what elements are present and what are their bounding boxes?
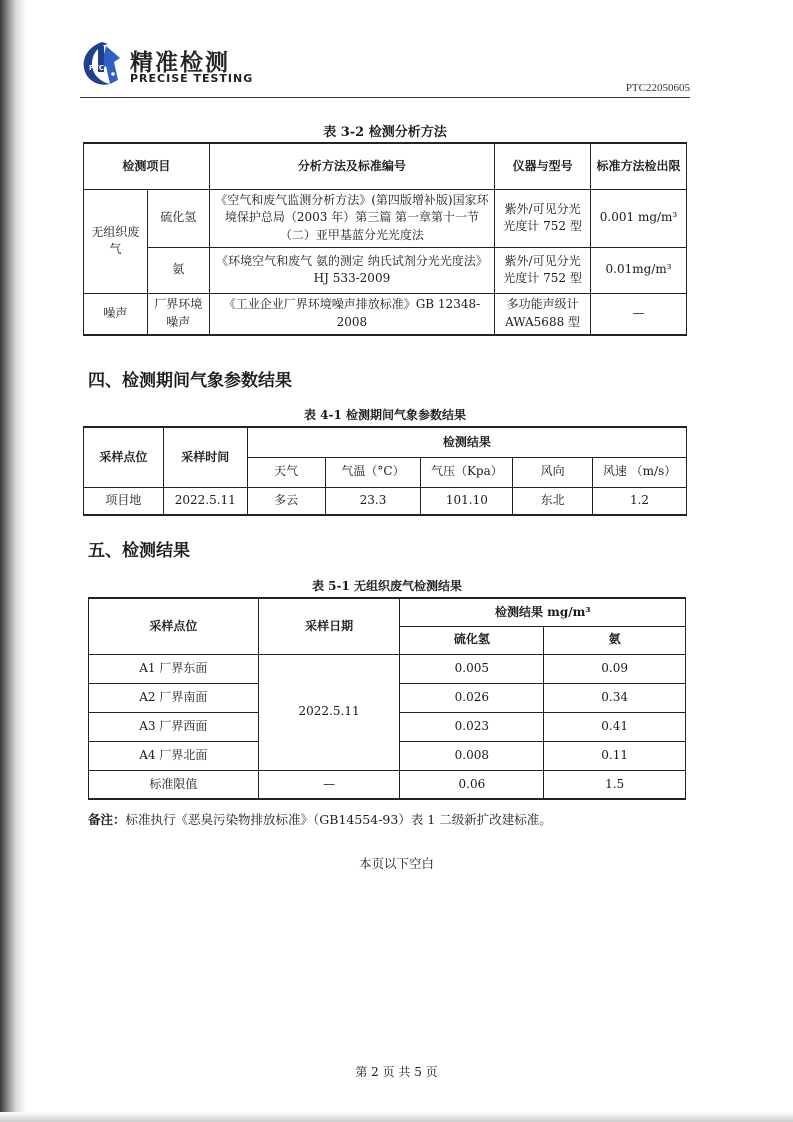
table-row: [84, 247, 687, 293]
nh3-cell: 0.11: [544, 741, 686, 770]
header-results: 检测结果 mg/m³: [400, 598, 686, 626]
header-wind-dir: 风向: [513, 457, 593, 487]
company-name-en: PRECISE TESTING: [130, 72, 254, 85]
weather-parameters-table: [83, 426, 687, 516]
time-cell: 2022.5.11: [163, 487, 247, 515]
results-table: [88, 597, 686, 800]
table-5-1-caption: 表 5-1 无组织废气检测结果: [311, 579, 463, 593]
nh3-cell: 0.09: [544, 654, 686, 683]
instrument-cell: 紫外/可见分光光度计 752 型: [495, 247, 591, 293]
method-cell: 《空气和废气监测分析方法》(第四版增补版)国家环境保护总局（2003 年）第三篇 第一章第十一节 （二）亚甲基蓝分光光度法: [209, 189, 494, 247]
table-header-row: [84, 143, 687, 189]
header-method: 分析方法及标准编号: [209, 143, 494, 189]
note-label: 备注：: [88, 812, 126, 827]
header-point: 采样点位: [84, 427, 164, 487]
table-header-row: [84, 427, 687, 457]
header-h2s: 硫化氢: [400, 626, 544, 654]
method-cell: 《工业企业厂界环境噪声排放标准》GB 12348-2008: [209, 293, 494, 335]
point-cell: A3 厂界西面: [89, 712, 259, 741]
h2s-limit-cell: 0.06: [400, 770, 544, 799]
company-name-cn: 精准检测: [130, 50, 230, 76]
instrument-cell: 多功能声级计 AWA5688 型: [495, 293, 591, 335]
header-point: 采样点位: [89, 598, 259, 654]
point-cell: A1 厂界东面: [89, 654, 259, 683]
header-instrument: 仪器与型号: [495, 143, 591, 189]
nh3-cell: 0.41: [544, 712, 686, 741]
point-cell: 项目地: [84, 487, 164, 515]
point-cell: 标准限值: [89, 770, 259, 799]
weather-cell: 多云: [247, 487, 325, 515]
h2s-cell: 0.005: [400, 654, 544, 683]
wind-speed-cell: 1.2: [593, 487, 687, 515]
note-text: 标准执行《恶臭污染物排放标准》（GB14554-93）表 1 二级新扩改建标准。: [125, 812, 552, 827]
table-row-limit: [89, 770, 686, 799]
table-3-2-caption: 表 3-2 检测分析方法: [323, 125, 447, 140]
blank-page-note: 本页以下空白: [358, 856, 434, 871]
nh3-limit-cell: 1.5: [544, 770, 686, 799]
scan-page-bottom-edge: [0, 1112, 793, 1122]
header-results: 检测结果: [247, 427, 686, 457]
item-cell: 厂界环境噪声: [147, 293, 209, 335]
limit-cell: —: [591, 293, 687, 335]
table-row: [89, 654, 686, 683]
temp-cell: 23.3: [325, 487, 421, 515]
header-pressure: 气压（Kpa）: [421, 457, 513, 487]
h2s-cell: 0.023: [400, 712, 544, 741]
date-cell: —: [258, 770, 400, 799]
limit-cell: 0.01mg/m³: [591, 247, 687, 293]
page-footer: 第 2 页 共 5 页: [355, 1065, 438, 1079]
analysis-methods-table: [83, 142, 687, 336]
instrument-cell: 紫外/可见分光光度计 752 型: [495, 189, 591, 247]
table-row: [84, 189, 687, 247]
header-temp: 气温（°C）: [325, 457, 421, 487]
header-date: 采样日期: [258, 598, 400, 654]
wind-dir-cell: 东北: [513, 487, 593, 515]
svg-text:PTC: PTC: [89, 64, 105, 72]
header-limit: 标准方法检出限: [591, 143, 687, 189]
company-logo-icon: [80, 40, 124, 88]
header-divider: [80, 97, 690, 98]
page-header: [80, 40, 690, 100]
scan-page-edge: [0, 0, 26, 1122]
header-item: 检测项目: [84, 143, 210, 189]
h2s-cell: 0.026: [400, 683, 544, 712]
table-header-row: [89, 598, 686, 626]
section-4-title: 四、检测期间气象参数结果: [88, 371, 292, 391]
group-label: 无组织废气: [84, 189, 148, 293]
pressure-cell: 101.10: [421, 487, 513, 515]
header-time: 采样时间: [163, 427, 247, 487]
limit-cell: 0.001 mg/m³: [591, 189, 687, 247]
point-cell: A4 厂界北面: [89, 741, 259, 770]
group-label: 噪声: [84, 293, 148, 335]
item-cell: 硫化氢: [147, 189, 209, 247]
section-5-title: 五、检测结果: [88, 541, 190, 561]
table-4-1-caption: 表 4-1 检测期间气象参数结果: [303, 408, 467, 422]
method-cell: 《环境空气和废气 氨的测定 纳氏试剂分光光度法》HJ 533-2009: [209, 247, 494, 293]
h2s-cell: 0.008: [400, 741, 544, 770]
header-wind-speed: 风速 （m/s）: [593, 457, 687, 487]
nh3-cell: 0.34: [544, 683, 686, 712]
date-cell: 2022.5.11: [258, 654, 400, 770]
header-weather: 天气: [247, 457, 325, 487]
table-note: [88, 810, 552, 828]
header-nh3: 氨: [544, 626, 686, 654]
report-number: PTC22050605: [625, 82, 690, 94]
table-row: [84, 487, 687, 515]
item-cell: 氨: [147, 247, 209, 293]
point-cell: A2 厂界南面: [89, 683, 259, 712]
table-row: [84, 293, 687, 335]
